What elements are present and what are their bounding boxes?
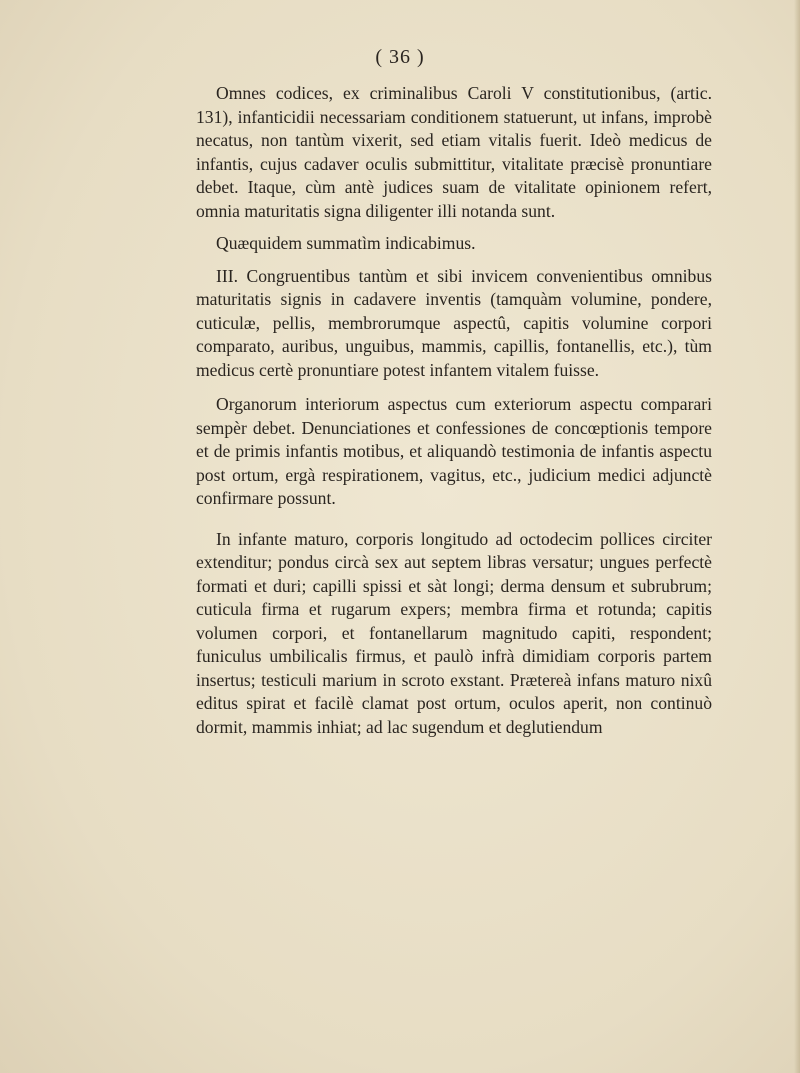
paragraph-4: Organorum interiorum aspectus cum exteriorum aspectu comparari sempèr debet. Denunciationes et confessiones de concœptionis tempore et de primis infantis motibus, et aliquandò testimonia de infantis aspectu post ortum, ergà respirationem, vagitus, etc., judicium medici adjunctè confirmare possunt. <box>196 394 712 508</box>
paragraph-2: Quæquidem summatìm indicabimus. <box>216 233 476 253</box>
paragraph-3: III. Congruentibus tantùm et sibi invicem convenientibus omnibus maturitatis signis in cadavere inventis (tamquàm volumine, pondere, cuticulæ, pellis, membrorumque aspectû, capitis volumine corpori comparato, auribus, unguibus, mammis, capillis, fontanellis, etc.), tùm medicus certè pronuntiare potest infantem vitalem fuisse. <box>196 265 712 380</box>
page-body-text <box>196 82 712 739</box>
paragraph-5: In infante maturo, corporis longitudo ad octodecim pollices circiter extenditur; pondus circà sex aut septem libras versatur; ungues perfectè formati et duri; capilli spissi et sàt longi; derma densum et subrubrum; cuticula firma et rugarum expers; membra firma et rotunda; capitis volumen corpori, et fontanellarum magnitudo capiti, respondent; funiculus umbilicalis firmus, et paulò infrà dimidiam corporis partem insertus; testiculi marium in scroto exstant. Prætereà infans maturo nixû editus spirat et facilè clamat post ortum, oculos aperit, non continuò dormit, mammis inhiat; ad lac sugendum et deglutiendum <box>196 528 712 737</box>
page-edge-shadow <box>794 0 800 1073</box>
page-number: ( 36 ) <box>375 46 425 68</box>
paragraph-1: Omnes codices, ex criminalibus Caroli V constitutionibus, (artic. 131), infanticidii necessariam conditionem statuerunt, ut infans, improbè necatus, non tantùm vixerit, sed etiam vitalis fuerit. Ideò medicus de infantis, cujus cadaver oculis submittitur, vitalitate præcisè pronuntiare debet. Itaque, cùm antè judices suam de vitalitate opinionem refert, omnia maturitatis signa diligenter illi notanda sunt. <box>196 83 712 221</box>
